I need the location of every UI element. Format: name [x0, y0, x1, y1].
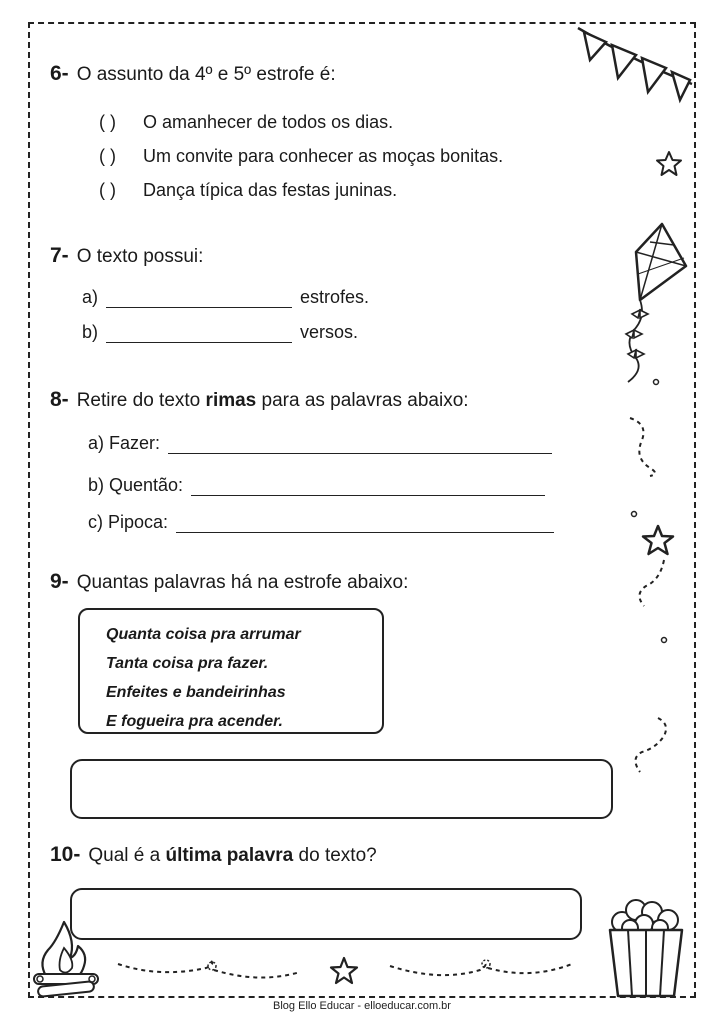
question-8-item-c [88, 512, 562, 533]
option-text: Um convite para conhecer as moças bonitas. [143, 146, 504, 166]
footer-text: Blog Ello Educar - elloeducar.com.br [269, 1000, 455, 1012]
star-icon [328, 956, 360, 986]
answer-line[interactable] [168, 436, 552, 454]
question-6-option-1[interactable] [99, 112, 393, 133]
dotted-swirl-decoration [624, 710, 674, 790]
option-text: Dança típica das festas juninas. [143, 180, 398, 200]
item-label: a) Fazer: [88, 433, 161, 453]
question-7-item-b [82, 322, 358, 343]
question-10-answer-box[interactable] [70, 888, 582, 940]
question-7 [50, 244, 203, 268]
campfire-icon [26, 918, 106, 998]
item-suffix: estrofes. [300, 287, 370, 307]
answer-line[interactable] [106, 325, 292, 343]
bunting-flags-icon [576, 24, 694, 104]
question-9-number: 9- [50, 570, 69, 593]
question-8 [50, 388, 469, 412]
option-checkbox[interactable]: ( ) [99, 180, 116, 200]
popcorn-icon [606, 898, 686, 998]
star-icon [640, 524, 676, 556]
question-7-text: O texto possui: [76, 246, 204, 267]
question-8-item-a [88, 433, 560, 454]
verse-line: E fogueira pra acender. [106, 713, 283, 730]
question-9 [50, 570, 408, 594]
item-label: a) [82, 287, 99, 307]
option-checkbox[interactable]: ( ) [99, 112, 116, 132]
question-7-item-a [82, 287, 369, 308]
footer-credit [0, 1000, 724, 1012]
question-10-number: 10- [50, 843, 81, 866]
question-6 [50, 62, 336, 86]
answer-line[interactable] [176, 515, 554, 533]
question-10-text-end: do texto? [298, 845, 377, 866]
question-6-text: O assunto da 4º e 5º estrofe é: [76, 64, 336, 85]
question-9-answer-box[interactable] [70, 759, 613, 819]
item-suffix: versos. [300, 322, 359, 342]
option-text: O amanhecer de todos os dias. [143, 112, 394, 132]
verse-box [78, 608, 384, 734]
question-10-emphasis: última palavra [165, 845, 294, 866]
question-6-option-3[interactable] [99, 180, 397, 201]
question-6-option-2[interactable] [99, 146, 503, 167]
question-6-number: 6- [50, 62, 69, 85]
question-8-item-b [88, 475, 553, 496]
question-8-emphasis: rimas [205, 390, 257, 411]
question-7-number: 7- [50, 244, 69, 267]
kite-icon [610, 222, 690, 392]
answer-line[interactable] [191, 478, 545, 496]
verse-line: Enfeites e bandeirinhas [106, 684, 286, 701]
verse-line: Tanta coisa pra fazer. [106, 655, 269, 672]
option-checkbox[interactable]: ( ) [99, 146, 116, 166]
question-8-number: 8- [50, 388, 69, 411]
verse-line: Quanta coisa pra arrumar [106, 626, 301, 643]
dotted-swirl-decoration [620, 410, 670, 620]
item-label: c) Pipoca: [88, 512, 169, 532]
question-8-text-end: para as palavras abaixo: [261, 390, 469, 411]
question-10-text: Qual é a [88, 845, 161, 866]
star-icon [654, 150, 684, 178]
item-label: b) [82, 322, 99, 342]
question-8-text: Retire do texto [76, 390, 201, 411]
question-9-text: Quantas palavras há na estrofe abaixo: [76, 572, 409, 593]
item-label: b) Quentão: [88, 475, 184, 495]
answer-line[interactable] [106, 290, 292, 308]
question-10 [50, 843, 377, 867]
